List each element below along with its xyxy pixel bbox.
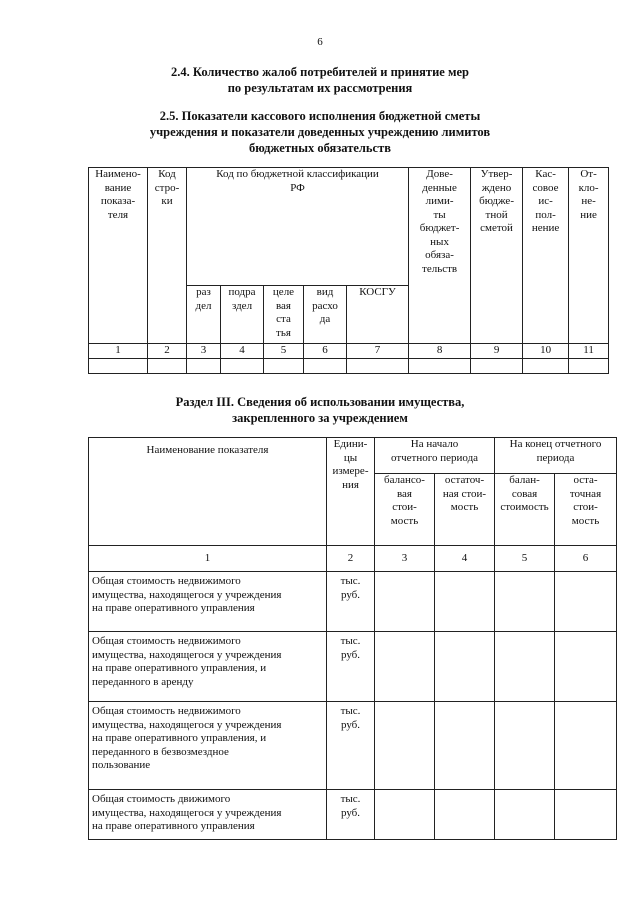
column-number: 10 [523, 344, 569, 359]
row-unit-line: руб. [340, 648, 361, 661]
table-row [89, 358, 609, 373]
column-number: 9 [471, 344, 523, 359]
row-name-line: на праве оперативного управления, и [92, 732, 267, 744]
header-line: ты [433, 208, 446, 221]
page-number: 6 [317, 36, 323, 48]
header-line: кло- [578, 181, 599, 194]
subheader-section [187, 286, 221, 344]
column-number: 1 [89, 344, 148, 359]
subheader-target-article [264, 286, 304, 344]
header-line: вид [316, 286, 334, 298]
header-line: показа- [100, 195, 136, 207]
table-row [89, 702, 617, 790]
header-line: ная стои- [442, 487, 487, 500]
row-name-line: переданного в аренду [92, 675, 194, 688]
row-name-line: переданного в безвозмездное [92, 745, 229, 758]
header-line: тья [276, 326, 291, 339]
row-unit-line: руб. [340, 718, 361, 731]
column-number: 5 [264, 344, 304, 359]
row-unit [327, 790, 375, 840]
header-line: здел [231, 299, 253, 312]
row-unit-line: тыс. [340, 635, 361, 647]
value-cell [435, 572, 495, 632]
column-number: 4 [221, 344, 264, 359]
header-indicator-name [89, 168, 148, 344]
row-unit [327, 572, 375, 632]
row-name-line: на праве оперативного управления [92, 602, 255, 614]
header-unit [327, 438, 375, 546]
header-line: вая [397, 487, 412, 500]
header-line: обяза- [425, 249, 454, 261]
header-line: точная [569, 487, 602, 500]
header-line: вание [104, 181, 132, 194]
row-name-line: Общая стоимость недвижимого [92, 575, 241, 587]
header-line: лими- [425, 195, 454, 207]
row-name-line: имущества, находящегося у учреждения [92, 588, 282, 601]
heading-line: Раздел III. Сведения об использовании имущества, [175, 395, 465, 409]
row-name-line: Общая стоимость недвижимого [92, 705, 241, 717]
column-number: 6 [555, 546, 617, 572]
value-cell [555, 572, 617, 632]
header-line: ния [342, 478, 359, 491]
column-numbers-row [89, 546, 617, 572]
header-line: пол- [535, 208, 556, 221]
header-limits [409, 168, 471, 344]
header-period-start [375, 438, 495, 474]
header-line: стои- [392, 501, 417, 513]
header-line: балан- [509, 474, 540, 486]
header-line: Кас- [535, 168, 556, 180]
header-line: Едини- [333, 438, 368, 450]
section-2-4-heading [60, 64, 580, 96]
header-line: тельств [422, 262, 458, 275]
heading-line: по результатам их рассмотрения [227, 81, 413, 95]
subheader-start-balance [375, 474, 435, 546]
row-name-line: пользование [92, 759, 151, 771]
header-line: цы [343, 451, 358, 464]
value-cell [555, 632, 617, 702]
header-line: не- [581, 195, 596, 207]
table-body [89, 572, 617, 840]
value-cell [435, 632, 495, 702]
header-line: отчетного периода [390, 451, 479, 464]
header-line: подра [228, 286, 256, 298]
header-line: Наимено- [95, 168, 141, 180]
header-line: ных [430, 235, 449, 248]
header-line: На начало [410, 438, 459, 450]
header-line: совое [532, 181, 559, 194]
column-numbers-row [89, 344, 609, 359]
value-cell [375, 702, 435, 790]
subheader-start-residual [435, 474, 495, 546]
table-row [89, 572, 617, 632]
header-line: оста- [573, 474, 598, 486]
subheader-kosgu [347, 286, 409, 344]
header-line: мость [450, 501, 479, 513]
table-row [89, 790, 617, 840]
header-text: Наименование показателя [146, 444, 269, 456]
column-number: 2 [148, 344, 187, 359]
header-deviation [569, 168, 609, 344]
value-cell [495, 572, 555, 632]
column-number: 4 [435, 546, 495, 572]
table-row [89, 632, 617, 702]
column-number: 8 [409, 344, 471, 359]
header-line: стоимость [500, 501, 549, 513]
row-name-line: на праве оперативного управления [92, 820, 255, 832]
header-line: раз [196, 286, 211, 298]
header-line: Код по бюджетной классификации [216, 168, 379, 180]
value-cell [375, 790, 435, 840]
column-number: 5 [495, 546, 555, 572]
value-cell [555, 702, 617, 790]
value-cell [495, 702, 555, 790]
row-unit-line: тыс. [340, 793, 361, 805]
header-line: дел [195, 299, 212, 312]
header-line: расхо [312, 299, 338, 312]
heading-line: бюджетных обязательств [249, 141, 391, 155]
header-indicator-name [89, 438, 327, 546]
header-line: периода [536, 451, 575, 464]
header-line: нение [531, 222, 560, 234]
header-line: теля [107, 208, 129, 221]
subheader-end-residual [555, 474, 617, 546]
value-cell [555, 790, 617, 840]
header-line: да [319, 313, 331, 325]
header-line: бюдже- [479, 195, 514, 207]
row-unit [327, 702, 375, 790]
row-unit-line: руб. [340, 806, 361, 819]
column-number: 3 [187, 344, 221, 359]
header-line: От- [580, 168, 597, 180]
row-indicator-name [89, 790, 327, 840]
header-line: ис- [538, 195, 553, 207]
header-line: сметой [480, 222, 513, 234]
header-line: мость [571, 514, 600, 527]
heading-line: 2.4. Количество жалоб потребителей и принятие мер [171, 65, 469, 79]
column-number: 2 [327, 546, 375, 572]
section-3-heading [60, 394, 580, 426]
column-number: 1 [89, 546, 327, 572]
header-line: бюджет- [419, 222, 460, 234]
header-line: РФ [290, 181, 305, 194]
header-budget-classification [187, 168, 409, 286]
value-cell [495, 790, 555, 840]
row-indicator-name [89, 572, 327, 632]
header-line: вая [276, 299, 291, 312]
value-cell [435, 790, 495, 840]
heading-line: 2.5. Показатели кассового исполнения бюджетной сметы [159, 109, 481, 123]
header-period-end [495, 438, 617, 474]
header-line: стро- [154, 181, 180, 194]
header-line: ние [580, 208, 597, 221]
row-unit [327, 632, 375, 702]
section-2-5-heading [60, 108, 580, 156]
budget-execution-table [88, 167, 609, 374]
header-line: ста [276, 313, 291, 325]
header-approved [471, 168, 523, 344]
header-line: Утвер- [480, 168, 513, 180]
header-line: остаточ- [444, 474, 485, 486]
header-row-code [148, 168, 187, 344]
header-line: КОСГУ [359, 286, 396, 298]
header-line: Код [158, 168, 176, 180]
header-cash-execution [523, 168, 569, 344]
column-number: 3 [375, 546, 435, 572]
header-line: балансо- [384, 474, 425, 486]
row-unit-line: тыс. [340, 705, 361, 717]
header-line: совая [511, 487, 538, 500]
value-cell [495, 632, 555, 702]
header-line: стои- [573, 501, 598, 513]
subheader-end-balance [495, 474, 555, 546]
row-indicator-name [89, 702, 327, 790]
header-line: ждено [481, 181, 512, 194]
property-usage-table [88, 437, 617, 840]
value-cell [375, 632, 435, 702]
heading-line: закрепленного за учреждением [232, 411, 408, 425]
row-name-line: имущества, находящегося у учреждения [92, 806, 282, 819]
row-indicator-name [89, 632, 327, 702]
header-line: денные [422, 181, 457, 194]
header-line: тной [485, 208, 508, 221]
header-line: ки [161, 195, 173, 207]
column-number: 6 [304, 344, 347, 359]
value-cell [435, 702, 495, 790]
row-name-line: имущества, находящегося у учреждения [92, 718, 282, 731]
row-name-line: на праве оперативного управления, и [92, 662, 267, 674]
subheader-subsection [221, 286, 264, 344]
value-cell [375, 572, 435, 632]
row-unit-line: руб. [340, 588, 361, 601]
row-name-line: Общая стоимость недвижимого [92, 635, 241, 647]
header-line: Дове- [426, 168, 453, 180]
subheader-expense-type [304, 286, 347, 344]
row-name-line: Общая стоимость движимого [92, 793, 231, 805]
header-line: целе [272, 286, 295, 298]
header-line: мость [390, 514, 419, 527]
row-unit-line: тыс. [340, 575, 361, 587]
column-number: 11 [569, 344, 609, 359]
column-number: 7 [347, 344, 409, 359]
header-line: На конец отчетного [509, 438, 602, 450]
header-line: измере- [332, 465, 369, 477]
heading-line: учреждения и показатели доведенных учреждению лимитов [149, 125, 491, 139]
row-name-line: имущества, находящегося у учреждения [92, 648, 282, 661]
